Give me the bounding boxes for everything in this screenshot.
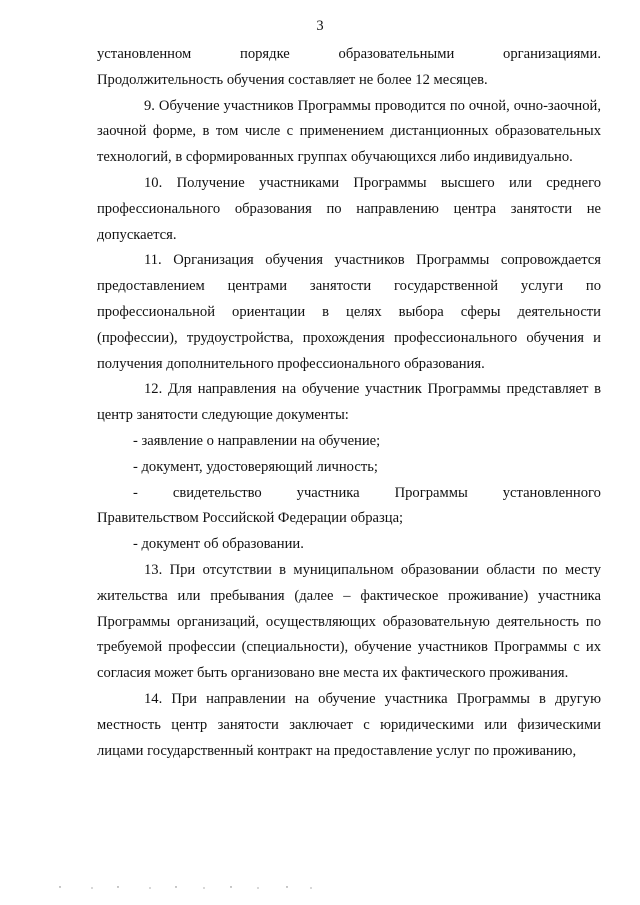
scan-noise xyxy=(0,882,640,892)
document-body xyxy=(97,42,601,764)
paragraph-9: 9. Обучение участников Программы проводится по очной, очно-заочной, заочной форме, в том числе с применением дистанционных образовательных технологий, в сформированных группах обучающихся либо индивидуально. xyxy=(97,97,601,166)
paragraph-13: 13. При отсутствии в муниципальном образовании области по месту жительства или пребывания (далее – фактическое проживание) участника Программы организаций, осуществляющих образовательную деятельность по требуемой профессии (специальности), обучение участников Программы с их согласия может быть организовано вне места их фактического проживания. xyxy=(97,561,601,682)
list-item-identity-document: - документ, удостоверяющий личность; xyxy=(133,458,378,475)
list-item-application: - заявление о направлении на обучение; xyxy=(133,432,381,449)
list-word: Программы xyxy=(394,484,468,501)
paragraph-continuation-line: установленном порядке образовательными организациями. xyxy=(97,46,601,62)
list-word: установленного xyxy=(502,484,601,501)
list-word: свидетельство xyxy=(172,484,262,501)
paragraph-11: 11. Организация обучения участников Программы сопровождается предоставлением центрами занятости государственной услуги по профессиональной ориентации в целях выбора сферы деятельности (профессии), трудоустройства, прохождения профессионального обучения и получения дополнительного профессионального образования. xyxy=(97,252,601,372)
list-item-education-document: - документ об образовании. xyxy=(133,536,304,553)
page-number: 3 xyxy=(316,18,324,34)
paragraph-12: 12. Для направления на обучение участник Программы представляет в центр занятости следующие документы: xyxy=(97,381,601,424)
paragraph-10: 10. Получение участниками Программы высшего или среднего профессионального образования по направлению центра занятости не допускается. xyxy=(97,174,601,243)
list-item-certificate-line xyxy=(97,481,601,507)
paragraph-continuation-rest: Продолжительность обучения составляет не более 12 месяцев. xyxy=(97,71,488,88)
list-word: участника xyxy=(296,484,360,501)
list-item-certificate-rest: Правительством Российской Федерации образца; xyxy=(97,510,404,527)
paragraph-14: 14. При направлении на обучение участника Программы в другую местность центр занятости заключает с юридическими или физическими лицами государственный контракт на предоставление услуг по проживанию, xyxy=(97,690,601,759)
list-dash: - xyxy=(133,484,138,501)
